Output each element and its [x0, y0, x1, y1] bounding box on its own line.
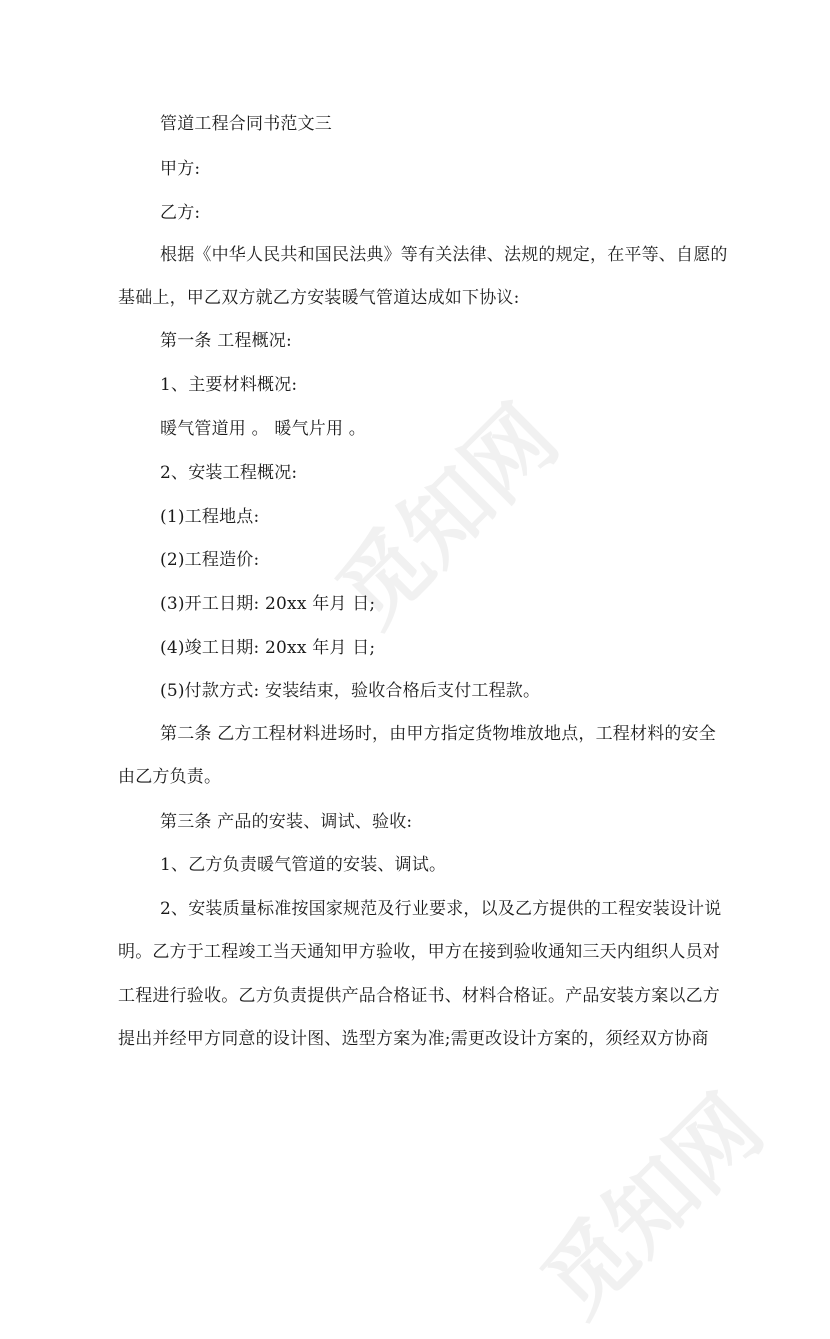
list-item: (5)付款方式: 安装结束，验收合格后支付工程款。: [160, 681, 541, 701]
paragraph-line: 暖气管道用 。 暖气片用 。: [160, 419, 367, 439]
paragraph-line: 提出并经甲方同意的设计图、选型方案为准;需更改设计方案的，须经双方协商: [118, 1029, 709, 1049]
paragraph-line: 基础上，甲乙双方就乙方安装暖气管道达成如下协议:: [118, 288, 520, 308]
watermark: 觅知网: [522, 1076, 783, 1336]
paragraph-line: 1、乙方负责暖气管道的安装、调试。: [160, 855, 447, 875]
article-heading: 第一条 工程概况:: [160, 331, 292, 351]
list-item: (1)工程地点:: [160, 507, 260, 527]
document-title: 管道工程合同书范文三: [160, 114, 332, 134]
paragraph-line: 工程进行验收。乙方负责提供产品合格证书、材料合格证。产品安装方案以乙方: [118, 986, 720, 1006]
paragraph-line: 2、安装质量标准按国家规范及行业要求，以及乙方提供的工程安装设计说: [160, 899, 722, 919]
list-item: (2)工程造价:: [160, 550, 260, 570]
article-heading: 第二条 乙方工程材料进场时，由甲方指定货物堆放地点，工程材料的安全: [160, 724, 717, 744]
paragraph-line: 根据《中华人民共和国民法典》等有关法律、法规的规定，在平等、自愿的: [160, 245, 728, 265]
watermark: 觅知网: [317, 386, 578, 646]
paragraph-line: 1、主要材料概况:: [160, 375, 298, 395]
paragraph-line: 由乙方负责。: [118, 767, 222, 787]
article-heading: 第三条 产品的安装、调试、验收:: [160, 812, 413, 832]
list-item: (3)开工日期: 20xx 年月 日;: [160, 594, 376, 614]
paragraph-line: 明。乙方于工程竣工当天通知甲方验收，甲方在接到验收通知三天内组织人员对: [118, 942, 720, 962]
party-a-line: 甲方:: [160, 159, 201, 179]
paragraph-line: 2、安装工程概况:: [160, 463, 298, 483]
list-item: (4)竣工日期: 20xx 年月 日;: [160, 638, 376, 658]
party-b-line: 乙方:: [160, 203, 201, 223]
